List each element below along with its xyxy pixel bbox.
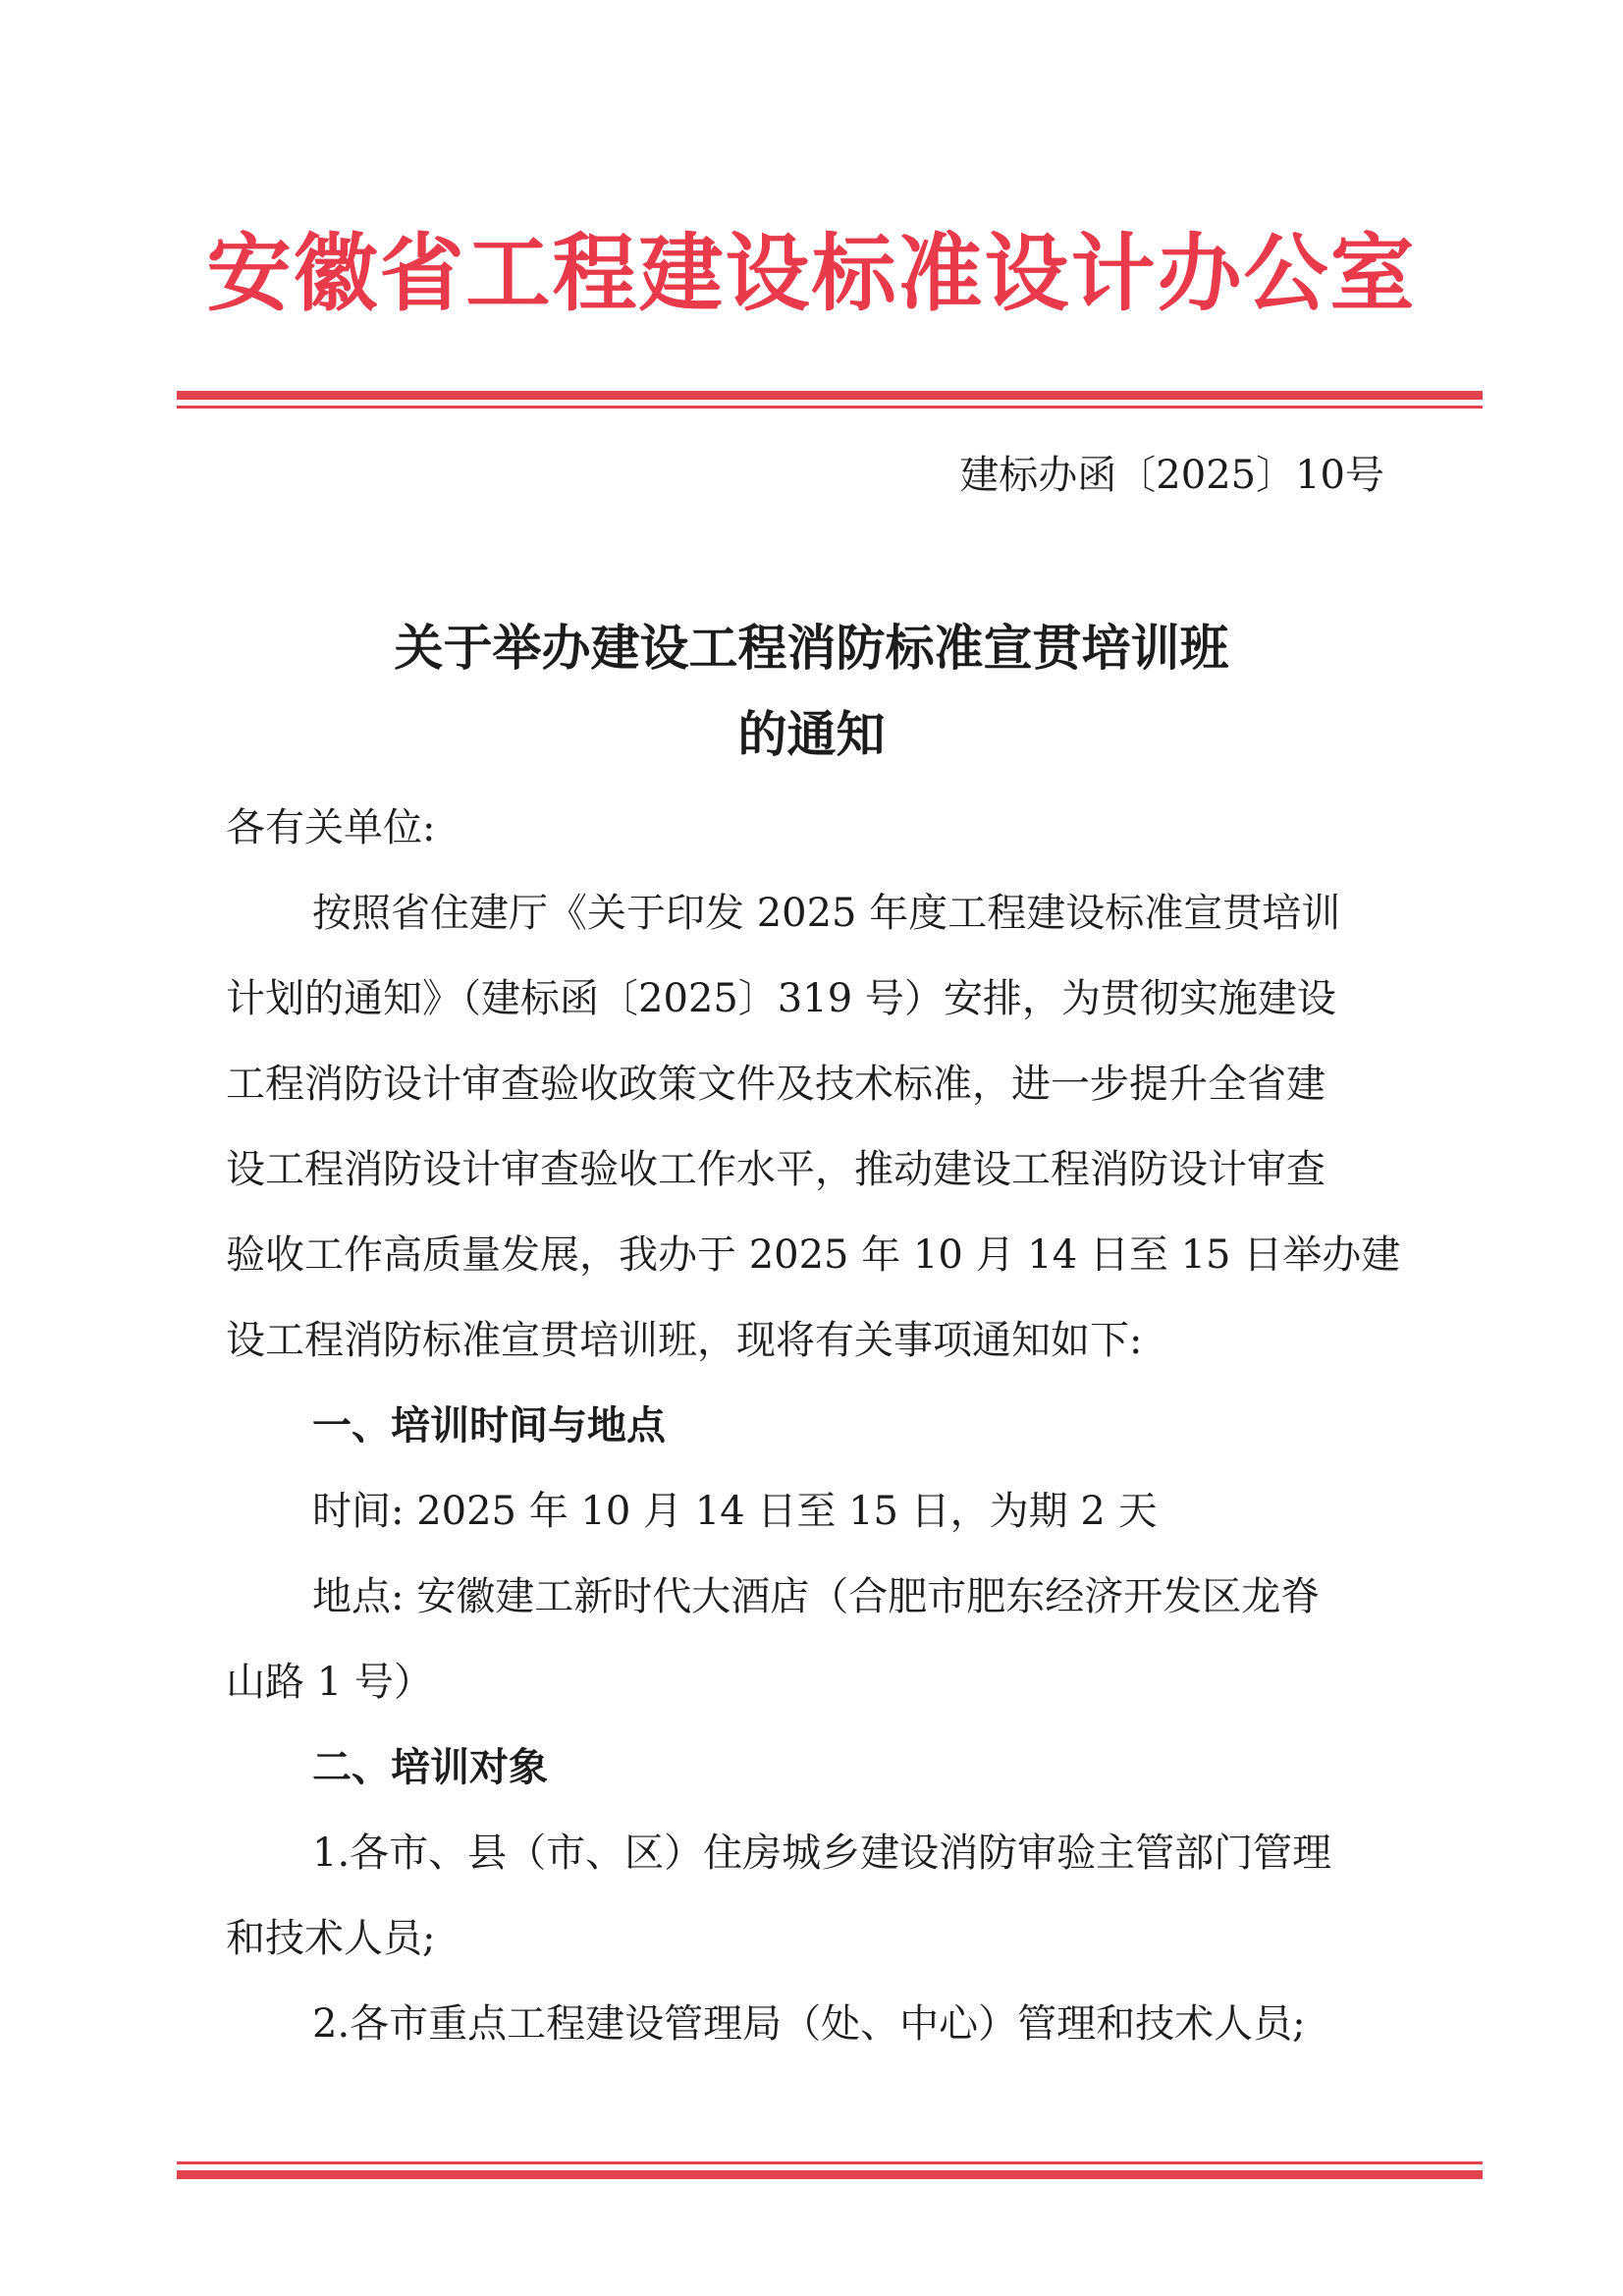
letterhead-org-name: 安徽省工程建设标准设计办公室 — [206, 225, 1417, 323]
footer-rule-thin — [177, 2161, 1483, 2164]
section2-item1-line2: 和技术人员; — [226, 1916, 436, 1961]
salutation: 各有关单位: — [226, 805, 436, 850]
document-number: 建标办函〔2025〕10号 — [959, 453, 1384, 498]
section1-location-line1: 地点: 安徽建工新时代大酒店（合肥市肥东经济开发区龙脊 — [312, 1574, 1321, 1619]
intro-line: 设工程消防设计审查验收工作水平，推动建设工程消防设计审查 — [226, 1147, 1325, 1192]
intro-line: 工程消防设计审查验收政策文件及技术标准，进一步提升全省建 — [226, 1062, 1325, 1107]
intro-line: 按照省住建厅《关于印发 2025 年度工程建设标准宣贯培训 — [312, 891, 1341, 936]
section1-location-line2: 山路 1 号） — [226, 1660, 433, 1705]
intro-line: 计划的通知》（建标函〔2025〕319 号）安排，为贯彻实施建设 — [226, 976, 1336, 1021]
section2-item2-line1: 2.各市重点工程建设管理局（处、中心）管理和技术人员; — [312, 2001, 1306, 2047]
footer-rule-thick — [177, 2170, 1483, 2179]
header-rule-thin — [177, 406, 1483, 409]
notice-title-line1: 关于举办建设工程消防标准宣贯培训班 — [394, 619, 1229, 677]
intro-line: 设工程消防标准宣贯培训班，现将有关事项通知如下: — [226, 1318, 1143, 1363]
section1-heading: 一、培训时间与地点 — [312, 1403, 666, 1449]
section1-time: 时间: 2025 年 10 月 14 日至 15 日，为期 2 天 — [312, 1489, 1158, 1534]
header-rule-thick — [177, 391, 1483, 400]
section2-item1-line1: 1.各市、县（市、区）住房城乡建设消防审验主管部门管理 — [312, 1831, 1332, 1876]
intro-line: 验收工作高质量发展，我办于 2025 年 10 月 14 日至 15 日举办建 — [226, 1232, 1401, 1278]
section2-heading: 二、培训对象 — [312, 1745, 548, 1790]
notice-title-line2: 的通知 — [737, 705, 886, 763]
